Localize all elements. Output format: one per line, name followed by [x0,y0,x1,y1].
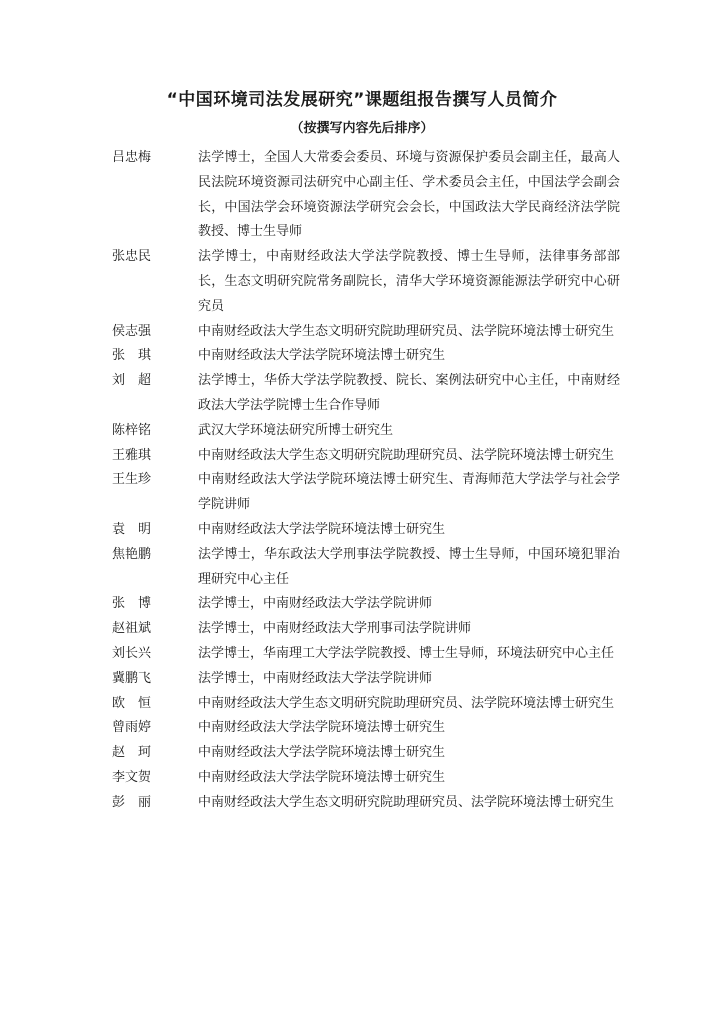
member-entry [112,692,620,717]
member-description: 中南财经政法大学法学院环境法博士研究生 [198,720,446,736]
member-description: 中南财经政法大学生态文明研究院助理研究员、法学院环境法博士研究生 [198,447,615,463]
member-description: 中南财经政法大学法学院环境法博士研究生、青海师范大学法学与社会学学院讲师 [198,472,620,513]
member-entry [112,592,620,617]
member-name: 赵祖斌 [112,621,152,637]
member-name: 王雅琪 [112,447,152,463]
member-name: 李文贺 [112,769,152,785]
member-entry [112,419,620,444]
member-entry [112,146,620,245]
member-name: 冀鹏飞 [112,670,152,686]
member-description: 中南财经政法大学法学院环境法博士研究生 [198,348,446,364]
member-entry [112,320,620,345]
member-entry [112,245,620,319]
member-description: 法学博士，全国人大常委会委员、环境与资源保护委员会副主任，最高人民法院环境资源司法研究中心副主任、学术委员会主任，中国法学会副会长，中国法学会环境资源法学研究会会长，中国政法大学民商经济法学院教授、博士生导师 [198,150,620,240]
member-description: 法学博士，中南财经政法大学法学院讲师 [198,670,433,686]
member-description: 法学博士，中南财经政法大学刑事司法学院讲师 [198,621,472,637]
member-description: 中南财经政法大学法学院环境法博士研究生 [198,769,446,785]
member-description: 法学博士，华侨大学法学院教授、院长、案例法研究中心主任，中南财经政法大学法学院博士生合作导师 [198,373,620,413]
member-description: 法学博士，华南理工大学法学院教授、博士生导师，环境法研究中心主任 [198,645,615,661]
member-entry [112,468,620,518]
member-entry [112,667,620,692]
member-name: 侯志强 [112,323,152,339]
member-entry [112,518,620,543]
member-entry [112,642,620,667]
member-name: 张 博 [112,596,152,612]
member-description: 中南财经政法大学法学院环境法博士研究生 [198,745,446,761]
member-entry [112,369,620,419]
member-name: 彭 丽 [112,794,152,810]
member-name: 欧 恒 [112,695,152,711]
member-name: 陈梓铭 [112,422,152,438]
member-description: 中南财经政法大学生态文明研究院助理研究员、法学院环境法博士研究生 [198,794,615,810]
member-description: 中南财经政法大学生态文明研究院助理研究员、法学院环境法博士研究生 [198,695,615,711]
member-entry [112,716,620,741]
member-entry [112,344,620,369]
member-entry [112,617,620,642]
member-entry [112,444,620,469]
member-entry [112,791,620,816]
member-name: 赵 珂 [112,745,152,761]
member-description: 法学博士，中南财经政法大学法学院讲师 [198,596,433,612]
member-name: 刘 超 [112,373,152,389]
member-name: 焦艳鹏 [112,546,152,562]
member-description: 武汉大学环境法研究所博士研究生 [198,422,394,438]
member-list [112,146,620,816]
member-name: 张忠民 [112,249,152,265]
member-name: 刘长兴 [112,645,152,661]
member-entry [112,766,620,791]
document-subtitle: （按撰写内容先后排序） [290,121,434,136]
member-name: 张 琪 [112,348,152,364]
member-name: 吕忠梅 [112,150,152,165]
member-description: 法学博士，中南财经政法大学法学院教授、博士生导师，法律事务部部长，生态文明研究院常务副院长，清华大学环境资源能源法学研究中心研究员 [198,249,620,314]
member-description: 中南财经政法大学法学院环境法博士研究生 [198,521,446,537]
member-description: 法学博士，华东政法大学刑事法学院教授、博士生导师，中国环境犯罪治理研究中心主任 [198,546,620,587]
member-name: 王生珍 [112,472,152,488]
member-description: 中南财经政法大学生态文明研究院助理研究员、法学院环境法博士研究生 [198,323,615,339]
member-entry [112,543,620,593]
member-entry [112,741,620,766]
member-name: 曾雨婷 [112,720,152,736]
document-title: “中国环境司法发展研究”课题组报告撰写人员简介 [166,90,558,110]
member-name: 袁 明 [112,521,152,537]
